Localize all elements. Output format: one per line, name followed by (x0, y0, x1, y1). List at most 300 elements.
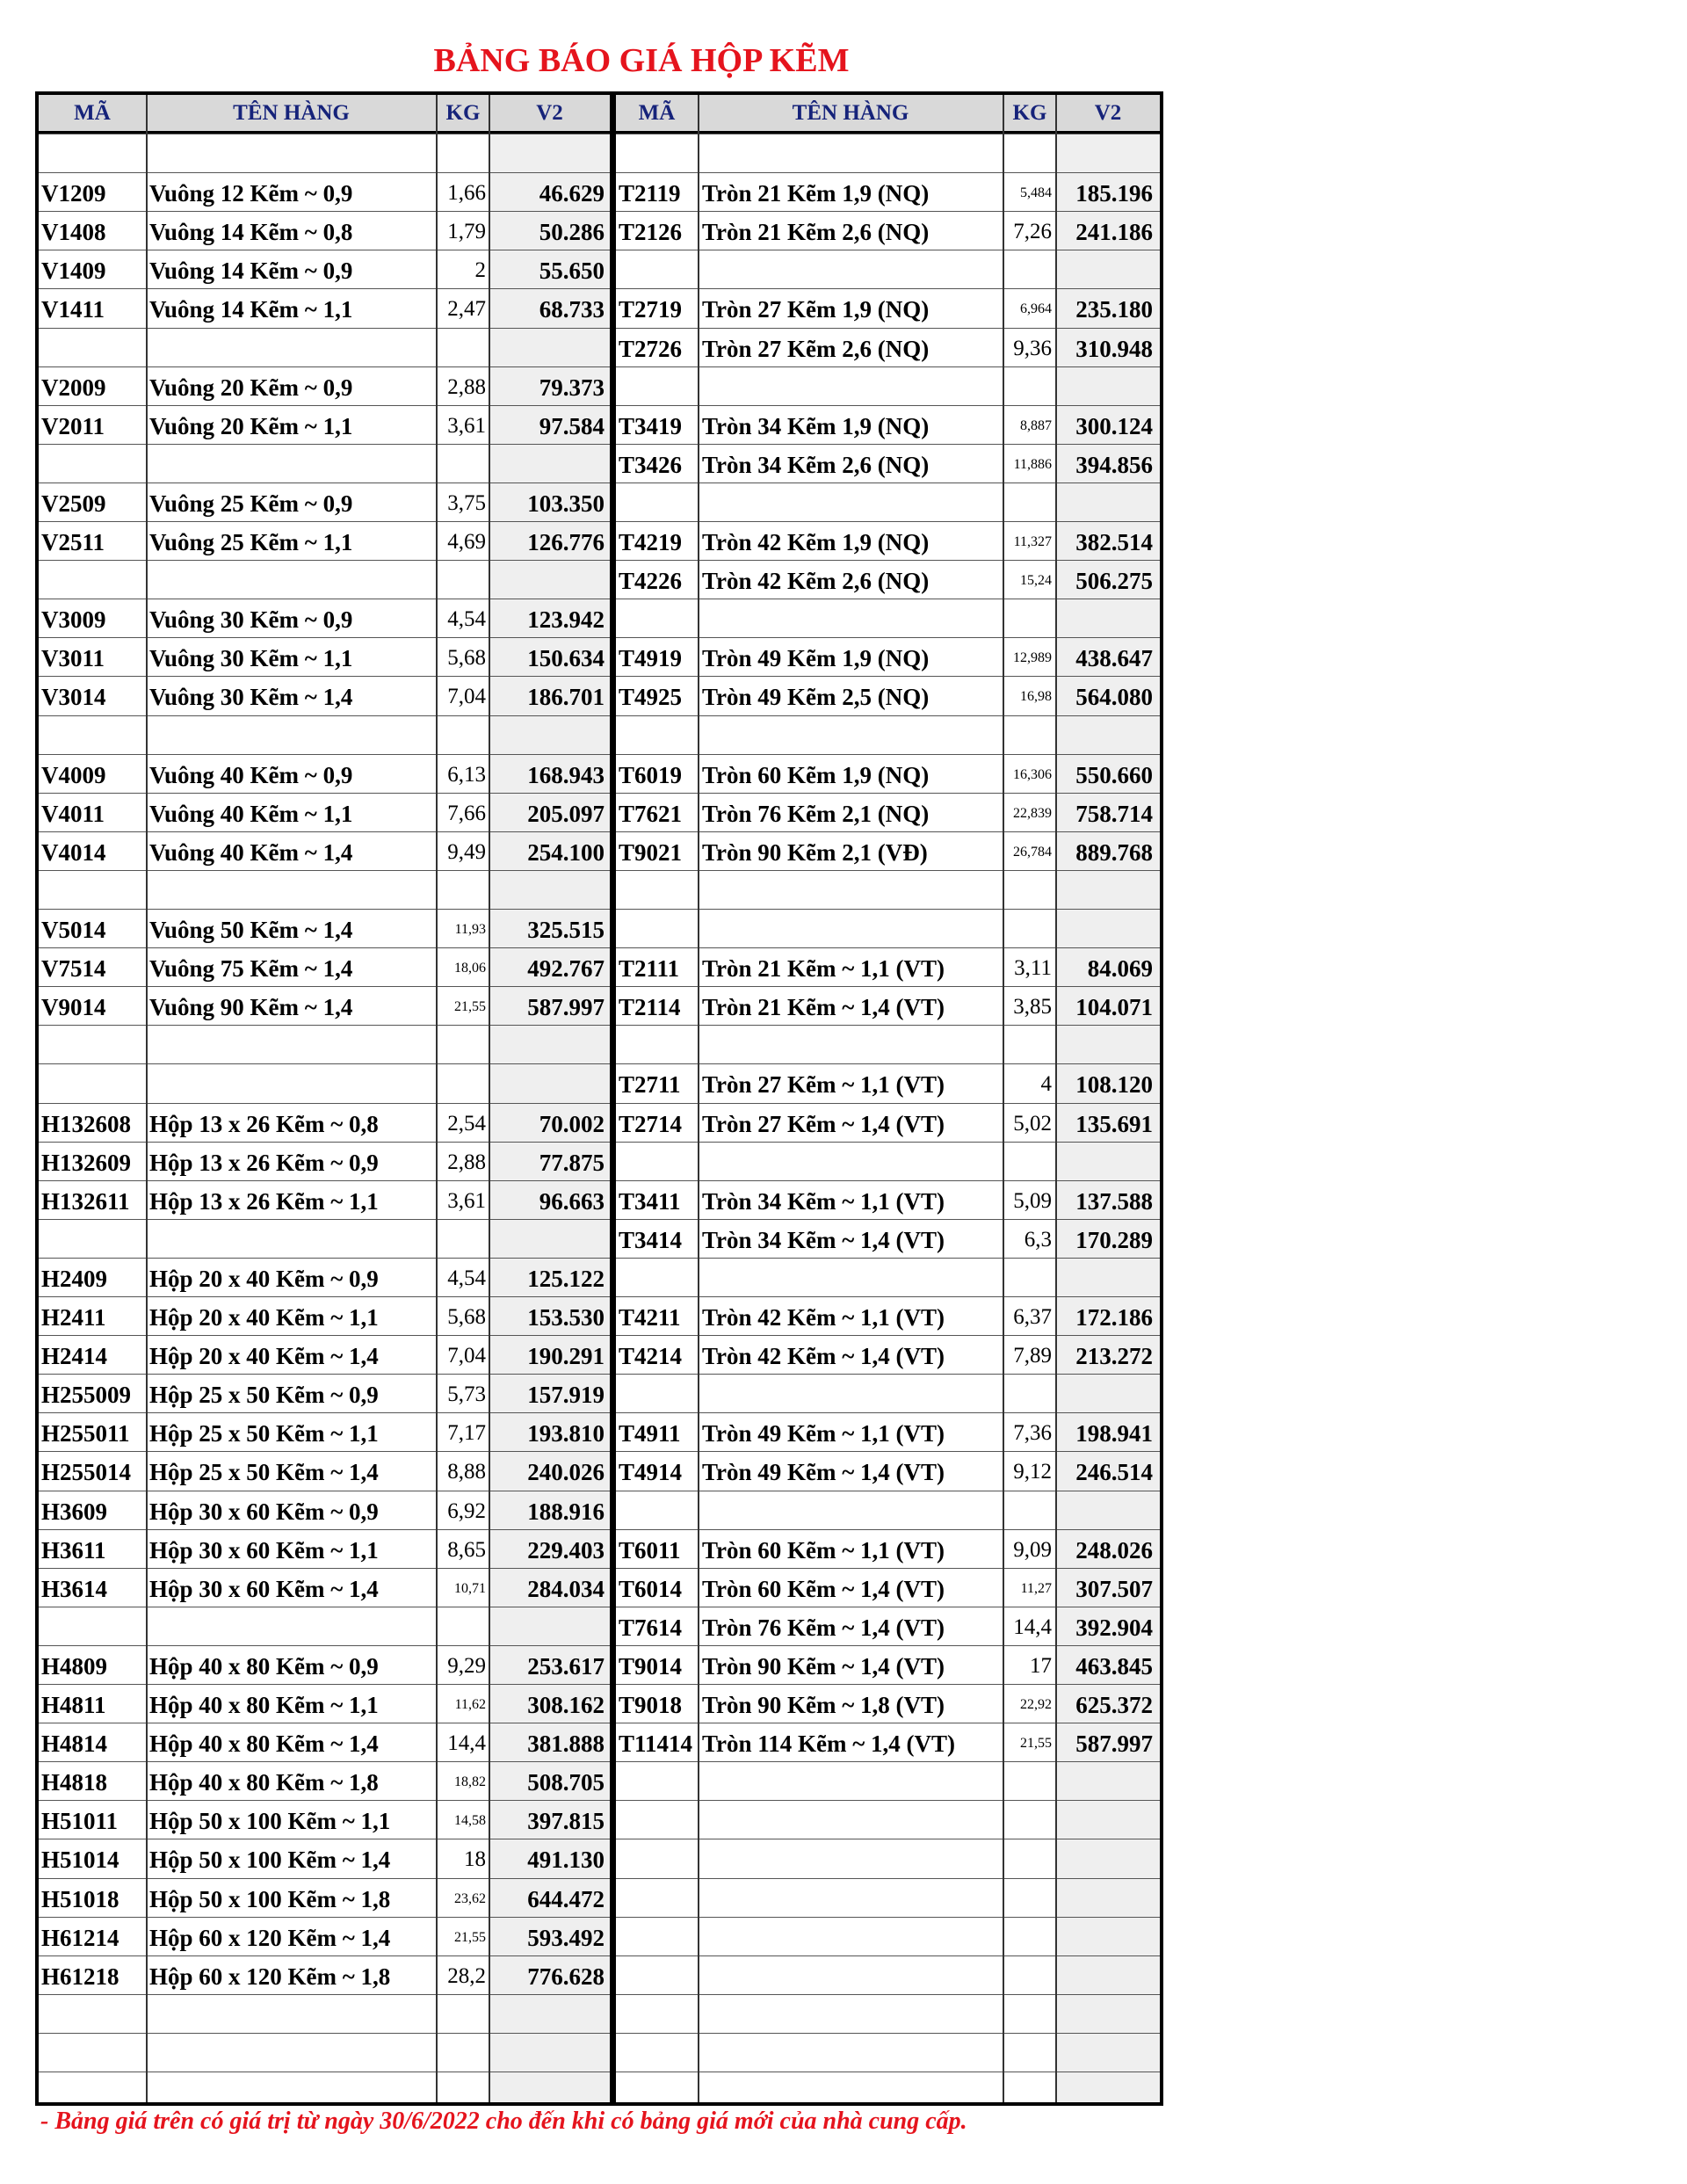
code-cell: H51011 (41, 1808, 119, 1835)
price-cell: 776.628 (527, 1963, 605, 1990)
table-row (39, 1491, 1160, 1529)
code-cell: H132608 (41, 1110, 132, 1137)
code-cell: H132609 (41, 1149, 132, 1176)
code-cell: T9021 (619, 838, 683, 866)
code-cell: T3426 (619, 451, 683, 478)
price-cell: 50.286 (539, 219, 605, 246)
name-cell: Tròn 27 Kẽm 1,9 (NQ) (702, 296, 930, 323)
column-divider (1055, 95, 1057, 2102)
code-cell: T2111 (619, 955, 680, 983)
code-cell: H51014 (41, 1847, 119, 1874)
code-cell: T3419 (619, 412, 683, 439)
kg-cell (437, 329, 486, 367)
price-cell: 438.647 (1075, 645, 1153, 672)
kg-cell: 6,964 (1020, 301, 1052, 317)
price-cell: 889.768 (1075, 838, 1153, 866)
kg-cell: 21,55 (454, 1929, 486, 1945)
name-cell: Vuông 75 Kẽm ~ 1,4 (149, 955, 353, 983)
table-row (39, 599, 1160, 637)
name-cell (149, 2034, 436, 2072)
kg-cell (437, 445, 486, 483)
code-cell: H4818 (41, 1769, 108, 1796)
kg-cell (1003, 1995, 1052, 2034)
table-row (39, 1219, 1160, 1258)
table-row (39, 831, 1160, 870)
price-cell (1056, 2034, 1153, 2072)
price-cell: 508.705 (527, 1769, 605, 1796)
price-cell (1056, 1259, 1153, 1297)
code-cell: V2011 (41, 412, 105, 439)
table-row (39, 250, 1160, 288)
table-row (39, 288, 1160, 327)
code-cell: H61218 (41, 1963, 119, 1990)
name-cell: Vuông 12 Kẽm ~ 0,9 (149, 180, 353, 207)
kg-cell: 3,61 (447, 1188, 486, 1213)
name-cell (149, 1026, 436, 1064)
price-cell (489, 2034, 605, 2072)
header-code-left: MÃ (74, 101, 111, 125)
name-cell: Tròn 42 Kẽm ~ 1,4 (VT) (702, 1343, 945, 1370)
name-cell: Hộp 50 x 100 Kẽm ~ 1,4 (149, 1847, 391, 1874)
price-cell (1056, 1956, 1153, 1995)
kg-cell (437, 1607, 486, 1646)
code-cell (616, 871, 700, 910)
name-cell: Tròn 60 Kẽm ~ 1,4 (VT) (702, 1575, 945, 1602)
kg-cell: 9,09 (1013, 1537, 1052, 1562)
column-divider (436, 95, 438, 2102)
price-cell: 463.845 (1075, 1652, 1153, 1680)
code-cell: H3609 (41, 1498, 108, 1525)
name-cell (702, 483, 1003, 522)
code-cell (39, 1995, 148, 2034)
name-cell: Hộp 60 x 120 Kẽm ~ 1,8 (149, 1963, 391, 1990)
kg-cell (1003, 2034, 1052, 2072)
price-cell (489, 871, 605, 910)
price-cell (489, 1995, 605, 2034)
code-cell: H255011 (41, 1420, 130, 1448)
price-cell: 188.916 (527, 1498, 605, 1525)
code-cell: H4814 (41, 1731, 108, 1758)
table-row (39, 1374, 1160, 1412)
code-cell (616, 250, 700, 289)
code-cell: T9018 (619, 1692, 683, 1718)
name-cell (149, 871, 436, 910)
price-cell: 246.514 (1075, 1459, 1153, 1486)
price-cell (1056, 1801, 1153, 1839)
header-v2-left: V2 (536, 101, 563, 125)
name-cell: Tròn 90 Kẽm ~ 1,8 (VT) (702, 1692, 945, 1718)
kg-cell: 4 (1040, 1072, 1052, 1097)
kg-cell: 10,71 (454, 1580, 486, 1596)
column-divider (489, 95, 490, 2102)
code-cell (616, 1995, 700, 2034)
code-cell (39, 134, 148, 173)
name-cell: Vuông 14 Kẽm ~ 0,8 (149, 219, 353, 246)
kg-cell: 16,98 (1020, 689, 1052, 705)
price-cell: 587.997 (527, 994, 605, 1021)
kg-cell (1003, 1801, 1052, 1839)
name-cell: Vuông 40 Kẽm ~ 1,1 (149, 800, 353, 827)
name-cell (702, 134, 1003, 173)
name-cell: Hộp 25 x 50 Kẽm ~ 1,1 (149, 1420, 379, 1448)
kg-cell: 11,886 (1013, 456, 1052, 472)
price-cell: 84.069 (1087, 955, 1153, 983)
kg-cell (437, 2072, 486, 2111)
kg-cell: 17 (1030, 1653, 1052, 1678)
table-row (39, 1063, 1160, 1102)
code-cell: T3411 (619, 1187, 681, 1215)
table-row (39, 1645, 1160, 1684)
price-cell: 564.080 (1075, 684, 1153, 711)
name-cell: Vuông 14 Kẽm ~ 0,9 (149, 258, 353, 285)
name-cell: Hộp 50 x 100 Kẽm ~ 1,8 (149, 1885, 391, 1912)
table-row (39, 1142, 1160, 1180)
code-cell: T6014 (619, 1575, 683, 1602)
kg-cell (1003, 250, 1052, 289)
price-cell: 103.350 (527, 490, 605, 517)
code-cell: T3414 (619, 1226, 683, 1253)
kg-cell (437, 1026, 486, 1064)
price-cell: 491.130 (527, 1847, 605, 1874)
code-cell: T2719 (619, 296, 683, 323)
kg-cell: 5,73 (447, 1382, 486, 1407)
table-row (39, 1800, 1160, 1839)
price-cell (1056, 2072, 1153, 2111)
price-cell: 392.904 (1075, 1614, 1153, 1641)
name-cell: Vuông 40 Kẽm ~ 0,9 (149, 761, 353, 788)
price-cell: 126.776 (527, 529, 605, 555)
table-row (39, 1761, 1160, 1800)
kg-cell: 22,92 (1020, 1697, 1052, 1712)
kg-cell: 3,75 (447, 490, 486, 515)
name-cell: Tròn 90 Kẽm 2,1 (VĐ) (702, 838, 928, 866)
name-cell (702, 367, 1003, 406)
price-cell: 310.948 (1075, 335, 1153, 362)
code-cell (39, 1220, 148, 1259)
name-cell: Tròn 49 Kẽm ~ 1,4 (VT) (702, 1459, 945, 1486)
kg-cell (1003, 599, 1052, 638)
kg-cell: 8,88 (447, 1460, 486, 1484)
table-row (39, 986, 1160, 1025)
code-cell: T2714 (619, 1110, 683, 1137)
name-cell: Tròn 27 Kẽm ~ 1,4 (VT) (702, 1110, 945, 1137)
code-cell (616, 2072, 700, 2111)
price-cell: 325.515 (527, 917, 605, 943)
price-cell (1056, 1879, 1153, 1918)
table-row (39, 947, 1160, 986)
name-cell (702, 910, 1003, 948)
code-cell: V5014 (41, 917, 106, 943)
kg-cell: 3,11 (1014, 956, 1052, 981)
kg-cell: 6,3 (1024, 1227, 1052, 1252)
code-cell: T11414 (619, 1731, 693, 1758)
code-cell (39, 1607, 148, 1646)
price-cell: 104.071 (1075, 994, 1153, 1021)
price-cell: 168.943 (527, 761, 605, 788)
kg-cell (1003, 1259, 1052, 1297)
price-cell: 625.372 (1075, 1692, 1153, 1718)
name-cell: Tròn 60 Kẽm 1,9 (NQ) (702, 761, 930, 788)
name-cell: Hộp 20 x 40 Kẽm ~ 0,9 (149, 1265, 379, 1292)
kg-cell: 5,02 (1013, 1111, 1052, 1136)
name-cell: Tròn 42 Kẽm 1,9 (NQ) (702, 529, 930, 555)
kg-cell: 8,65 (447, 1537, 486, 1562)
header-v2-right: V2 (1094, 101, 1122, 125)
name-cell: Tròn 21 Kẽm 2,6 (NQ) (702, 219, 930, 246)
name-cell: Hộp 60 x 120 Kẽm ~ 1,4 (149, 1924, 391, 1951)
price-cell: 758.714 (1075, 800, 1153, 827)
kg-cell (1003, 716, 1052, 755)
kg-cell: 11,93 (454, 922, 486, 937)
kg-cell: 18,82 (454, 1774, 486, 1790)
price-cell: 79.373 (539, 374, 605, 401)
code-cell: H4809 (41, 1652, 108, 1680)
code-cell: V7514 (41, 955, 106, 983)
kg-cell (1003, 483, 1052, 522)
name-cell: Tròn 76 Kẽm 2,1 (NQ) (702, 800, 930, 827)
name-cell (702, 1995, 1003, 2034)
name-cell: Hộp 20 x 40 Kẽm ~ 1,1 (149, 1304, 379, 1331)
price-cell (1056, 871, 1153, 910)
price-cell: 506.275 (1075, 568, 1153, 595)
name-cell: Hộp 25 x 50 Kẽm ~ 0,9 (149, 1382, 379, 1409)
code-cell: T4211 (619, 1304, 681, 1331)
code-cell: V4011 (41, 800, 105, 827)
name-cell: Tròn 27 Kẽm 2,6 (NQ) (702, 335, 930, 362)
code-cell: T4219 (619, 529, 683, 555)
name-cell (702, 1879, 1003, 1918)
name-cell: Tròn 21 Kẽm ~ 1,4 (VT) (702, 994, 945, 1021)
price-cell (1056, 599, 1153, 638)
table-row (39, 366, 1160, 405)
kg-cell: 4,54 (447, 1266, 486, 1290)
name-cell: Hộp 30 x 60 Kẽm ~ 0,9 (149, 1498, 379, 1525)
price-cell (489, 329, 605, 367)
name-cell (702, 599, 1003, 638)
name-cell: Tròn 60 Kẽm ~ 1,1 (VT) (702, 1536, 945, 1564)
kg-cell (1003, 1879, 1052, 1918)
price-cell: 308.162 (527, 1692, 605, 1718)
code-cell: H3614 (41, 1575, 108, 1602)
kg-cell: 14,4 (447, 1731, 486, 1756)
header-name-left: TÊN HÀNG (233, 101, 350, 125)
code-cell: T9014 (619, 1652, 683, 1680)
name-cell (702, 1918, 1003, 1956)
table-row (39, 1878, 1160, 1917)
price-cell: 284.034 (527, 1575, 605, 1602)
kg-cell: 18,06 (454, 961, 486, 976)
table-row (39, 1335, 1160, 1374)
name-cell: Vuông 25 Kẽm ~ 0,9 (149, 490, 353, 517)
name-cell: Tròn 76 Kẽm ~ 1,4 (VT) (702, 1614, 945, 1641)
name-cell (149, 1064, 436, 1103)
name-cell: Vuông 30 Kẽm ~ 1,1 (149, 645, 353, 672)
price-cell: 394.856 (1075, 451, 1153, 478)
table-row (39, 2072, 1160, 2110)
code-cell: T7614 (619, 1614, 683, 1641)
price-cell: 235.180 (1075, 296, 1153, 323)
kg-cell: 9,12 (1013, 1460, 1052, 1484)
code-cell (616, 1956, 700, 1995)
price-cell: 193.810 (527, 1420, 605, 1448)
name-cell (149, 561, 436, 599)
column-divider (146, 95, 148, 2102)
name-cell: Tròn 34 Kẽm 1,9 (NQ) (702, 412, 930, 439)
code-cell: H132611 (41, 1187, 130, 1215)
price-cell (489, 134, 605, 173)
name-cell: Tròn 34 Kẽm ~ 1,1 (VT) (702, 1187, 945, 1215)
kg-cell: 7,04 (447, 685, 486, 709)
code-cell: T4914 (619, 1459, 683, 1486)
code-cell (39, 716, 148, 755)
price-cell: 205.097 (527, 800, 605, 827)
kg-cell: 7,17 (447, 1421, 486, 1446)
kg-cell: 9,36 (1013, 336, 1052, 360)
code-cell (616, 483, 700, 522)
price-cell (489, 1607, 605, 1646)
table-row (39, 1568, 1160, 1607)
price-cell: 644.472 (527, 1885, 605, 1912)
price-cell: 97.584 (539, 412, 605, 439)
code-cell: T2711 (619, 1071, 681, 1099)
price-cell: 241.186 (1075, 219, 1153, 246)
kg-cell (437, 1220, 486, 1259)
table-row (39, 1839, 1160, 1877)
table-row (39, 521, 1160, 560)
table-row (39, 1994, 1160, 2033)
kg-cell: 5,09 (1013, 1188, 1052, 1213)
price-cell: 77.875 (539, 1149, 605, 1176)
kg-cell (1003, 1839, 1052, 1878)
kg-cell (1003, 367, 1052, 406)
price-cell (1056, 134, 1153, 173)
code-cell: H2409 (41, 1265, 108, 1292)
table-row (39, 211, 1160, 250)
table-row (39, 328, 1160, 366)
name-cell: Tròn 49 Kẽm 2,5 (NQ) (702, 684, 930, 711)
kg-cell: 28,2 (447, 1963, 486, 1988)
code-cell (39, 329, 148, 367)
kg-cell: 2 (474, 258, 486, 283)
code-cell: T4226 (619, 568, 683, 595)
name-cell (702, 1491, 1003, 1530)
name-cell (149, 1607, 436, 1646)
price-cell (489, 561, 605, 599)
price-cell: 198.941 (1075, 1420, 1153, 1448)
code-cell (39, 871, 148, 910)
name-cell: Tròn 27 Kẽm ~ 1,1 (VT) (702, 1071, 945, 1099)
kg-cell (1003, 1956, 1052, 1995)
name-cell: Vuông 50 Kẽm ~ 1,4 (149, 917, 353, 943)
table-row (39, 1684, 1160, 1723)
price-cell: 123.942 (527, 606, 605, 634)
price-cell: 381.888 (527, 1731, 605, 1758)
code-cell (39, 2072, 148, 2111)
price-cell (1056, 367, 1153, 406)
code-cell (616, 716, 700, 755)
kg-cell (1003, 1918, 1052, 1956)
name-cell: Vuông 90 Kẽm ~ 1,4 (149, 994, 353, 1021)
price-cell: 55.650 (539, 258, 605, 285)
code-cell: V9014 (41, 994, 106, 1021)
code-cell (616, 2034, 700, 2072)
kg-cell (437, 2034, 486, 2072)
table-row (39, 1258, 1160, 1296)
code-cell: T6019 (619, 761, 683, 788)
kg-cell: 11,327 (1013, 534, 1052, 549)
validity-note: - Bảng giá trên có giá trị từ ngày 30/6/2022 cho đến khi có bảng giá mới của nhà cung cấp. (40, 2108, 967, 2135)
name-cell: Hộp 50 x 100 Kẽm ~ 1,1 (149, 1808, 391, 1835)
name-cell: Tròn 49 Kẽm 1,9 (NQ) (702, 645, 930, 672)
kg-cell: 11,62 (454, 1697, 486, 1712)
page-title: BẢNG BÁO GIÁ HỘP KẼM (433, 42, 850, 79)
kg-cell: 1,79 (447, 220, 486, 244)
code-cell: T7621 (619, 800, 683, 827)
code-cell (39, 1026, 148, 1064)
code-cell: V2511 (41, 529, 105, 555)
kg-cell (437, 134, 486, 173)
name-cell: Tròn 49 Kẽm ~ 1,1 (VT) (702, 1420, 945, 1448)
price-cell (1056, 250, 1153, 289)
kg-cell (1003, 910, 1052, 948)
code-cell: H4811 (41, 1692, 106, 1718)
code-cell: H2414 (41, 1343, 108, 1370)
name-cell (149, 2072, 436, 2111)
name-cell (702, 716, 1003, 755)
price-cell (1056, 483, 1153, 522)
name-cell: Tròn 21 Kẽm ~ 1,1 (VT) (702, 955, 945, 983)
code-cell (616, 1879, 700, 1918)
price-cell: 240.026 (527, 1459, 605, 1486)
kg-cell (1003, 1143, 1052, 1181)
kg-cell: 4,69 (447, 530, 486, 554)
price-cell: 382.514 (1075, 529, 1153, 555)
code-cell (39, 1064, 148, 1103)
kg-cell: 7,66 (447, 801, 486, 825)
price-cell: 213.272 (1075, 1343, 1153, 1370)
table-row (39, 1296, 1160, 1335)
code-cell (616, 134, 700, 173)
price-cell: 157.919 (527, 1382, 605, 1409)
code-cell: V1408 (41, 219, 106, 246)
price-cell (1056, 1491, 1153, 1530)
price-cell: 229.403 (527, 1536, 605, 1564)
kg-cell: 3,85 (1013, 995, 1052, 1019)
kg-cell: 18 (464, 1847, 486, 1872)
table-row (39, 909, 1160, 947)
table-row (39, 1451, 1160, 1490)
code-cell (39, 561, 148, 599)
name-cell: Tròn 34 Kẽm ~ 1,4 (VT) (702, 1226, 945, 1253)
name-cell: Hộp 20 x 40 Kẽm ~ 1,4 (149, 1343, 379, 1370)
table-row (39, 676, 1160, 715)
code-cell (39, 2034, 148, 2072)
kg-cell: 8,887 (1020, 417, 1052, 433)
kg-cell: 5,484 (1020, 185, 1052, 201)
code-cell: V2509 (41, 490, 106, 517)
name-cell: Hộp 40 x 80 Kẽm ~ 1,1 (149, 1692, 379, 1718)
center-divider (610, 95, 616, 2102)
kg-cell: 7,36 (1013, 1421, 1052, 1446)
table-row (39, 1529, 1160, 1568)
kg-cell (1003, 1026, 1052, 1064)
name-cell (149, 716, 436, 755)
kg-cell: 21,55 (454, 999, 486, 1015)
price-cell: 397.815 (527, 1808, 605, 1835)
code-cell (616, 1375, 700, 1413)
kg-cell: 6,92 (447, 1498, 486, 1523)
kg-cell: 7,04 (447, 1344, 486, 1368)
